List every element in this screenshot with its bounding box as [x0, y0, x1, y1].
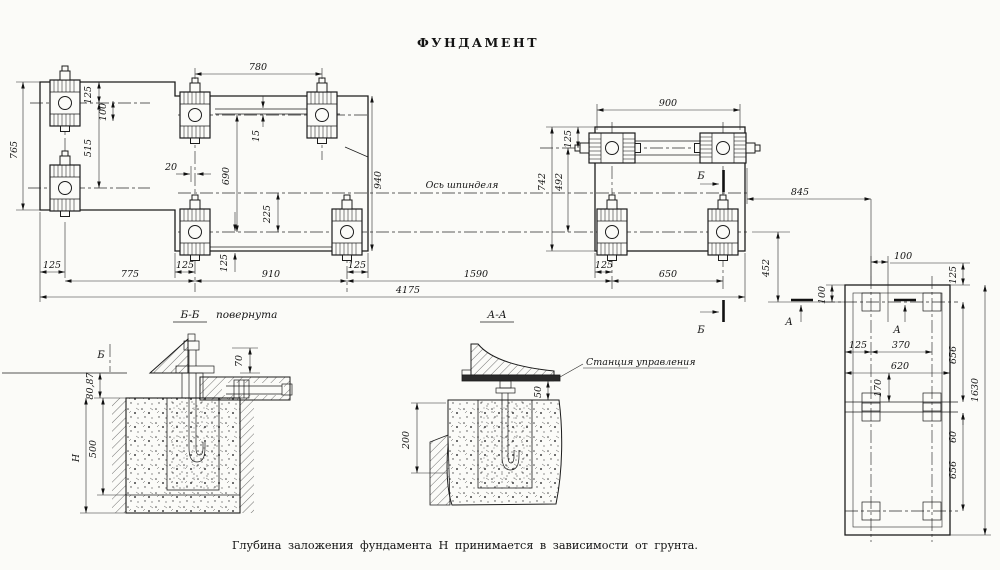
dim-label: 125 [347, 260, 367, 271]
anchor-bolt [307, 78, 337, 144]
drawing-note: Глубина заложения фундамента Н принимается в зависимости от грунта. [232, 539, 698, 552]
anchor-bolt [180, 195, 210, 261]
page-title: ФУНДАМЕНТ [416, 35, 540, 50]
anchor-bolt [332, 195, 362, 261]
dim-label: 50 [533, 385, 544, 399]
anchor-bolt [50, 151, 80, 217]
section-bb-title: Б-Б [180, 309, 200, 321]
section-a-marker-label: А [785, 317, 793, 328]
section-aa [401, 309, 696, 505]
right-plan-view [784, 251, 991, 542]
dim-label: 452 [761, 258, 772, 278]
edge-marker-label: Б [97, 350, 105, 361]
dim-label: 845 [790, 187, 810, 198]
dim-label: 225 [262, 204, 273, 224]
main-plan-outline [40, 82, 745, 251]
dim-label: 125 [948, 265, 959, 285]
anchor-bolt [180, 78, 210, 144]
dim-label: 900 [658, 98, 678, 109]
dim-label: Н [71, 453, 82, 463]
dim-label: 650 [658, 269, 678, 280]
dim-label: 125 [848, 340, 868, 351]
dim-label: 500 [88, 439, 99, 459]
section-aa-title: А-А [487, 309, 507, 321]
dim-label: 370 [891, 340, 911, 351]
dim-label: 515 [83, 138, 94, 158]
dim-label: 492 [554, 172, 565, 192]
anchor-bolt [597, 195, 627, 261]
dim-label: 4175 [395, 285, 421, 296]
dim-label: 100 [817, 285, 828, 305]
dim-label: 656 [948, 345, 959, 365]
dim-label: 15 [251, 129, 262, 143]
anchor-bolt [708, 195, 738, 261]
dim-label: 125 [175, 260, 195, 271]
dim-label: 125 [219, 253, 230, 273]
dim-label: 125 [563, 129, 574, 149]
dim-label: 780 [248, 62, 268, 73]
dim-label: 620 [890, 361, 910, 372]
section-b-marker-label: Б [697, 171, 705, 182]
dim-label: 60 [948, 430, 959, 444]
anchor-bolt [50, 66, 80, 132]
section-bb [2, 309, 292, 513]
dim-label: 100 [98, 102, 109, 122]
dim-label: 70 [234, 354, 245, 368]
section-a-marker-label: А [893, 325, 901, 336]
anchor-bolt [695, 133, 761, 163]
anchor-bolt [575, 133, 641, 163]
dim-label: 200 [401, 430, 412, 450]
dim-label: 940 [373, 170, 384, 190]
control-station-label: Станция управления [586, 357, 696, 368]
dim-label: 690 [221, 166, 232, 186]
spindle-axis-label: Ось шпинделя [425, 180, 499, 191]
dim-label: 170 [873, 378, 884, 398]
dim-label: 742 [537, 172, 548, 192]
dim-label: 100 [894, 251, 913, 262]
section-b-marker-label: Б [697, 325, 705, 336]
dim-label: 1590 [463, 269, 489, 280]
dim-label: 656 [948, 460, 959, 480]
dim-label: 20 [164, 162, 178, 173]
dim-label: 910 [261, 269, 281, 280]
bolt-holes [862, 293, 941, 520]
dim-label: 125 [594, 260, 614, 271]
dim-label: 1630 [970, 377, 981, 403]
dim-label: 775 [120, 269, 140, 280]
dim-label: 125 [42, 260, 62, 271]
dim-label: 80,87 [85, 372, 96, 400]
main-plan-centerlines [28, 72, 750, 292]
section-bb-note: повернута [216, 309, 278, 321]
dim-label: 125 [83, 85, 94, 105]
dim-label: 765 [9, 140, 20, 160]
